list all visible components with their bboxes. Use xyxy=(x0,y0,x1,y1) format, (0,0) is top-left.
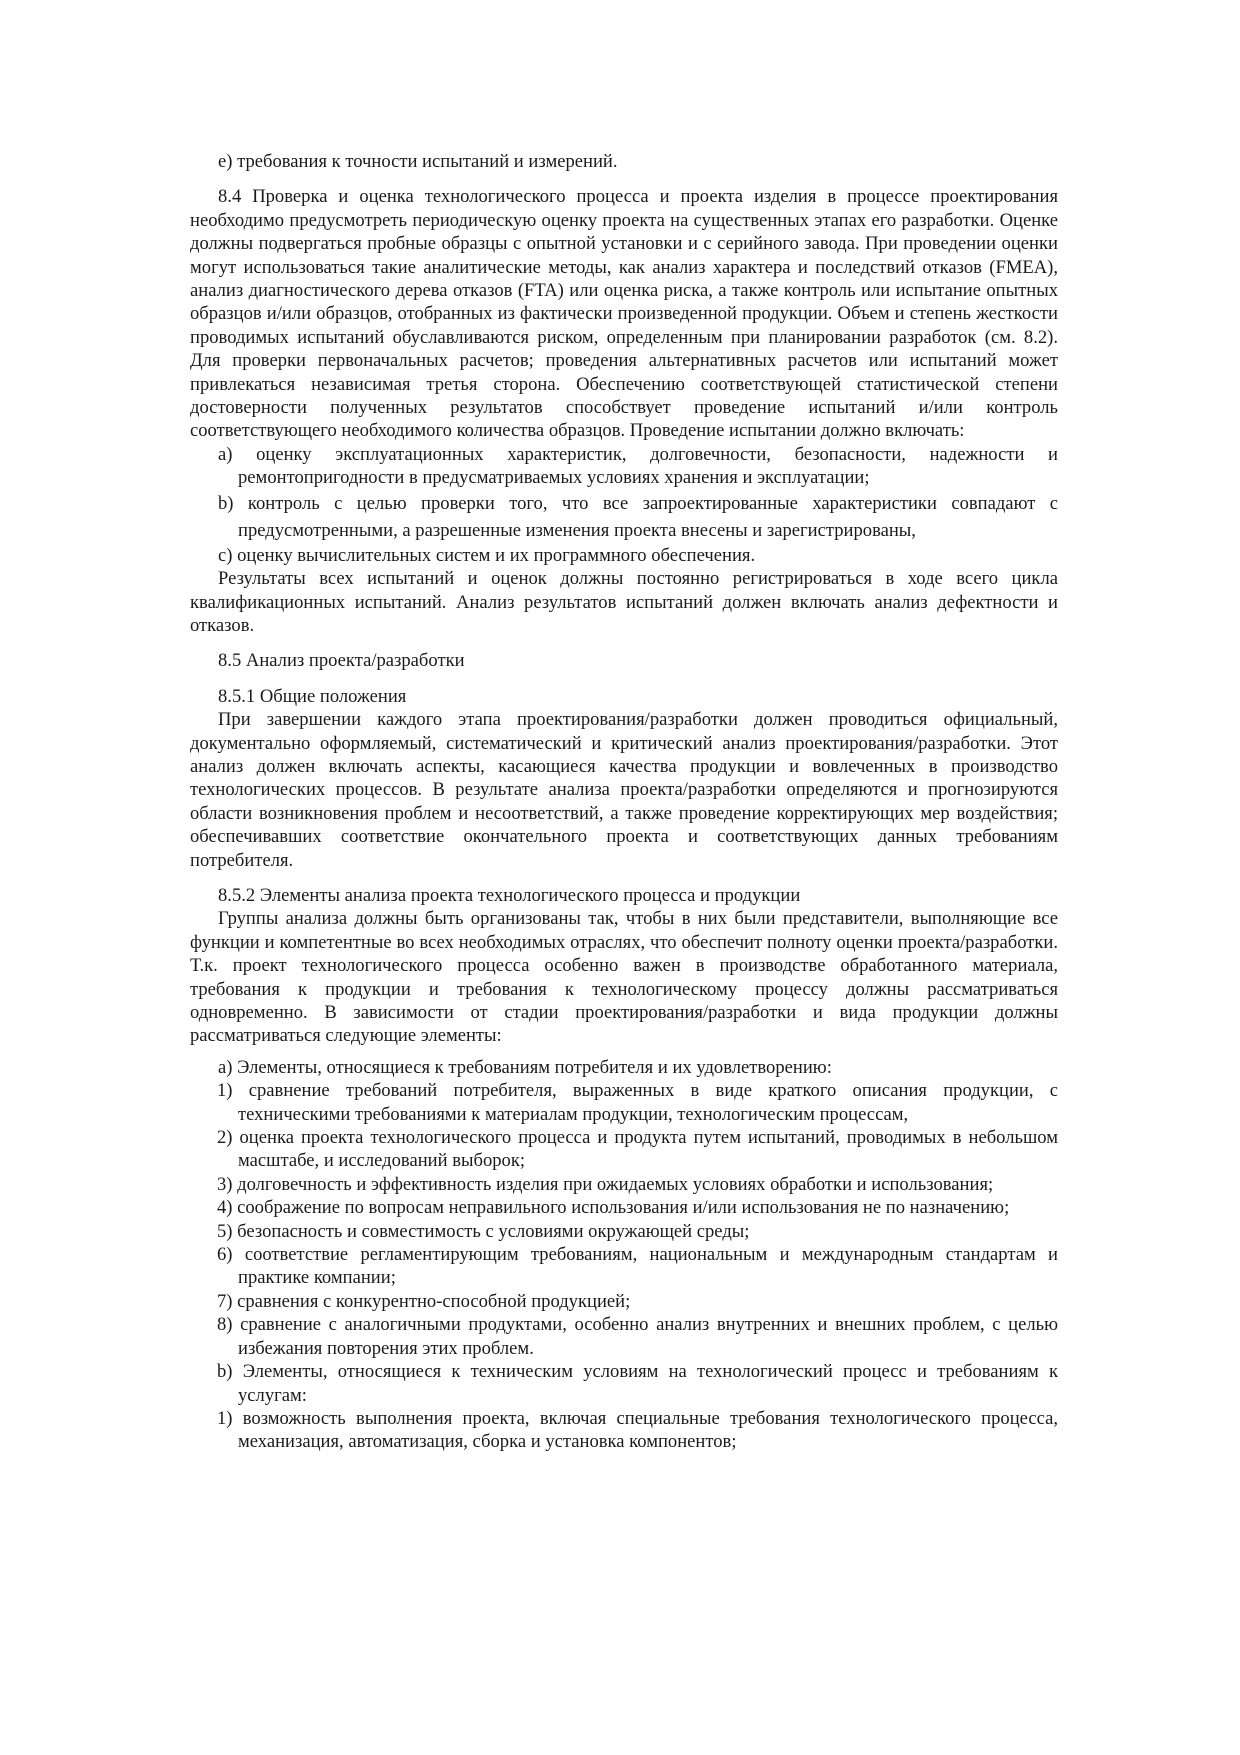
paragraph-results: Результаты всех испытаний и оценок должны постоянно регистрироваться в ходе всего цикла квалификационных испытаний. Анализ результатов испытаний должен включать анализ дефектности и отказов. xyxy=(190,568,1058,636)
list-item-e: e) требования к точности испытаний и измерений. xyxy=(218,151,618,172)
subheading-a: a) Элементы, относящиеся к требованиям потребителя и их удовлетворению: xyxy=(218,1056,832,1078)
list-item-a-1: 1) сравнение требований потребителя, выраженных в виде краткого описания продукции, с техническими требованиями к материалам продукции, технологическим процессам, xyxy=(217,1080,1058,1125)
heading-8-5: 8.5 Анализ проекта/разработки xyxy=(218,650,465,672)
list-item-a-8: 8) сравнение с аналогичными продуктами, особенно анализ внутренних и внешних проблем, с целью избежания повторения этих проблем. xyxy=(217,1314,1058,1359)
list-item-a-3: 3) долговечность и эффективность изделия при ожидаемых условиях обработки и использования; xyxy=(217,1173,994,1195)
heading-8-5-1: 8.5.1 Общие положения xyxy=(218,685,407,707)
paragraph-8-5-2: Группы анализа должны быть организованы так, чтобы в них были представители, выполняющие все функции и компетентные во всех необходимых отраслях, что обеспечит полноту оценки проекта/разработки. Т.к. проект технологического процесса особенно важен в производстве обработанного материала, требования к продукции и требования к технологическому процессу должны рассматриваться одновременно. В зависимости от стадии проектирования/разработки и вида продукции должны рассматриваться следующие элементы: xyxy=(190,908,1058,1047)
list-item-a-6: 6) соответствие регламентирующим требованиям, национальным и международным стандартам и практике компании; xyxy=(217,1244,1058,1289)
list-item-a-5: 5) безопасность и совместимость с условиями окружающей среды; xyxy=(217,1220,750,1242)
paragraph-8-5-1: При завершении каждого этапа проектирования/разработки должен проводиться официальный, документально оформляемый, систематический и критический анализ проектирования/разработки. Этот анализ должен включать аспекты, касающиеся качества продукции и вовлеченных в производство технологических процессов. В результате анализа проекта/разработки определяются и прогнозируются области возникновения проблем и несоответствий, а также проведение корректирующих мер воздействия; обеспечивавших соответствие окончательного проекта и соответствующих данных требованиям потребителя. xyxy=(190,709,1058,871)
list-item-c: c) оценку вычислительных систем и их программного обеспечения. xyxy=(218,544,756,566)
list-item-a-4: 4) соображение по вопросам неправильного использования и/или использования не по назначению; xyxy=(217,1197,1010,1219)
list-item-a-2: 2) оценка проекта технологического процесса и продукта путем испытаний, проводимых в небольшом масштабе, и исследований выборок; xyxy=(217,1127,1058,1172)
list-item-a: a) оценку эксплуатационных характеристик, долговечности, безопасности, надежности и ремонтопригодности в предусматриваемых условиях хранения и эксплуатации; xyxy=(218,443,1058,489)
subheading-b: b) Элементы, относящиеся к техническим условиям на технологический процесс и требованиям к услугам: xyxy=(217,1361,1058,1406)
list-item-b: b) контроль с целью проверки того, что все запроектированные характеристики совпадают с предусмотренными, а разрешенные изменения проекта внесены и зарегистрированы, xyxy=(218,492,1058,541)
heading-8-5-2: 8.5.2 Элементы анализа проекта технологического процесса и продукции xyxy=(218,884,801,906)
list-item-b-1: 1) возможность выполнения проекта, включая специальные требования технологического процесса, механизация, автоматизация, сборка и установка компонентов; xyxy=(217,1407,1058,1453)
document-page xyxy=(190,150,1058,1454)
list-item-a-7: 7) сравнения с конкурентно-способной продукцией; xyxy=(217,1290,631,1312)
paragraph-8-4: 8.4 Проверка и оценка технологического процесса и проекта изделия в процессе проектирования необходимо предусмотреть периодическую оценку проекта на существенных этапах его разработки. Оценке должны подвергаться пробные образцы с опытной установки и с серийного завода. При проведении оценки могут использоваться такие аналитические методы, как анализ характера и последствий отказов (FMEA), анализ диагностического дерева отказов (FTA) или оценка риска, а также контроль или испытание опытных образцов и/или образцов, отобранных из фактически произведенной продукции. Объем и степень жесткости проводимых испытаний обуславливаются риском, определенным при планировании разработок (см. 8.2). Для проверки первоначальных расчетов; проведения альтернативных расчетов или испытаний может привлекаться независимая третья сторона. Обеспечению соответствующей статистической степени достоверности полученных результатов способствует проведение испытаний и/или контроль соответствующего необходимого количества образцов. Проведение испытании должно включать: xyxy=(190,186,1058,442)
